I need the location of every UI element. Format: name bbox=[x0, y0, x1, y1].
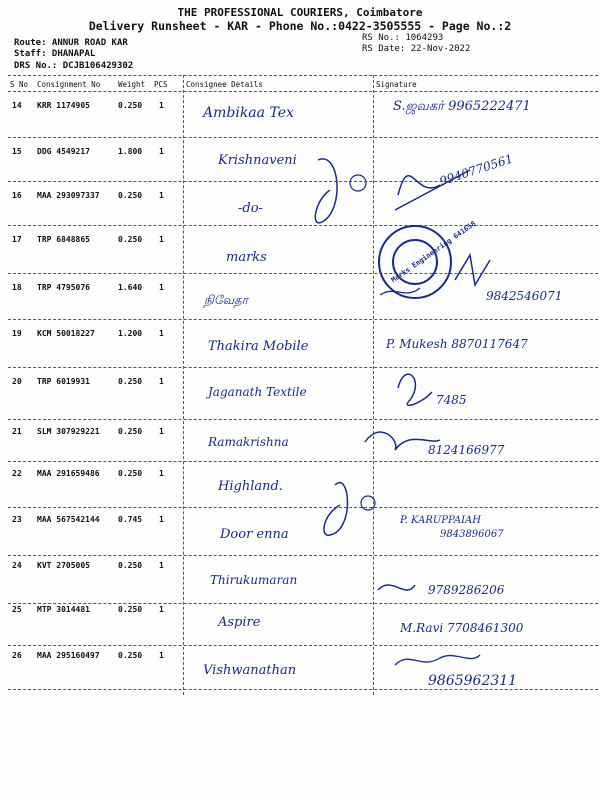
header-consignment: Consignment No bbox=[37, 80, 101, 89]
row-weight: 0.250 bbox=[118, 235, 143, 244]
header-sno: S No bbox=[10, 80, 29, 89]
row-weight: 1.640 bbox=[118, 283, 143, 292]
row-weight: 1.200 bbox=[118, 329, 143, 338]
row-weight: 0.250 bbox=[118, 427, 143, 436]
row-pcs: 1 bbox=[159, 427, 164, 436]
row-consignment: DDG 4549217 bbox=[37, 147, 90, 156]
row-consignee: Door enna bbox=[220, 527, 289, 542]
row-signature: S.ஜவகர் 9965222471 bbox=[393, 99, 531, 114]
row-weight: 0.250 bbox=[118, 377, 143, 386]
row-sno: 22 bbox=[12, 469, 22, 478]
document-title: THE PROFESSIONAL COURIERS, Coimbatore bbox=[177, 6, 423, 19]
row-signature: 8124166977 bbox=[428, 443, 505, 457]
row-weight: 0.250 bbox=[118, 469, 143, 478]
row-weight: 0.250 bbox=[118, 651, 143, 660]
row-consignee: -do- bbox=[238, 201, 263, 216]
row-consignee: Jaganath Textile bbox=[208, 385, 307, 399]
header-consignee: Consignee Details bbox=[186, 80, 263, 89]
row-pcs: 1 bbox=[159, 235, 164, 244]
row-consignment: TRP 4795076 bbox=[37, 283, 90, 292]
row-signature: 9865962311 bbox=[428, 673, 518, 689]
row-consignment: MAA 295160497 bbox=[37, 651, 100, 660]
row-consignment: KCM 50018227 bbox=[37, 329, 95, 338]
header-signature: Signature bbox=[376, 80, 417, 89]
row-consignment: TRP 6019931 bbox=[37, 377, 90, 386]
row-pcs: 1 bbox=[159, 605, 164, 614]
row-consignment: MAA 291659486 bbox=[37, 469, 100, 478]
stamp-text: Marks Engineering 641658 bbox=[389, 219, 478, 285]
row-sno: 21 bbox=[12, 427, 22, 436]
row-signature: 9940770561 bbox=[437, 151, 515, 189]
row-signature: 9789286206 bbox=[428, 583, 505, 597]
row-consignee: Ambikaa Tex bbox=[203, 105, 294, 121]
row-sno: 26 bbox=[12, 651, 22, 660]
header-pcs: PCS bbox=[154, 80, 168, 89]
row-consignment: MAA 567542144 bbox=[37, 515, 100, 524]
row-pcs: 1 bbox=[159, 101, 164, 110]
row-weight: 0.250 bbox=[118, 561, 143, 570]
row-pcs: 1 bbox=[159, 469, 164, 478]
row-signature: M.Ravi 7708461300 bbox=[400, 621, 524, 635]
runsheet-subtitle: Delivery Runsheet - KAR - Phone No.:0422-3505555 - Page No.:2 bbox=[88, 19, 512, 33]
row-consignee: Aspire bbox=[218, 615, 261, 630]
row-consignment: TRP 6848865 bbox=[37, 235, 90, 244]
row-weight: 0.250 bbox=[118, 191, 143, 200]
row-pcs: 1 bbox=[159, 651, 164, 660]
row-pcs: 1 bbox=[159, 515, 164, 524]
row-consignee: Thakira Mobile bbox=[208, 339, 309, 354]
row-consignee: Krishnaveni bbox=[218, 153, 297, 168]
header-weight: Weight bbox=[118, 80, 146, 89]
row-consignment: MAA 293097337 bbox=[37, 191, 100, 200]
row-sno: 14 bbox=[12, 101, 22, 110]
row-consignee: Thirukumaran bbox=[210, 573, 298, 587]
row-signature: P. KARUPPAIAH bbox=[400, 515, 481, 526]
row-consignee: marks bbox=[226, 250, 267, 265]
row-sno: 23 bbox=[12, 515, 22, 524]
row-weight: 0.250 bbox=[118, 101, 143, 110]
row-weight: 0.745 bbox=[118, 515, 143, 524]
row-sno: 25 bbox=[12, 605, 22, 614]
row-pcs: 1 bbox=[159, 561, 164, 570]
row-pcs: 1 bbox=[159, 329, 164, 338]
row-consignee: Vishwanathan bbox=[203, 663, 297, 678]
drs-number: DRS No.: DCJB106429302 bbox=[14, 61, 134, 71]
staff-label: Staff: DHANAPAL bbox=[14, 49, 96, 59]
row-signature: 9843896067 bbox=[440, 529, 504, 540]
row-pcs: 1 bbox=[159, 147, 164, 156]
row-signature: 9842546071 bbox=[486, 289, 563, 303]
row-consignment: KRR 1174905 bbox=[37, 101, 90, 110]
row-sno: 16 bbox=[12, 191, 22, 200]
row-consignment: KVT 2705005 bbox=[37, 561, 90, 570]
row-weight: 0.250 bbox=[118, 605, 143, 614]
row-consignment: SLM 307929221 bbox=[37, 427, 100, 436]
row-consignee: Ramakrishna bbox=[208, 435, 289, 449]
row-consignment: MTP 3014481 bbox=[37, 605, 90, 614]
row-sno: 20 bbox=[12, 377, 22, 386]
row-pcs: 1 bbox=[159, 377, 164, 386]
row-signature: P. Mukesh 8870117647 bbox=[386, 337, 528, 351]
row-sno: 24 bbox=[12, 561, 22, 570]
row-sno: 18 bbox=[12, 283, 22, 292]
row-pcs: 1 bbox=[159, 283, 164, 292]
row-sno: 15 bbox=[12, 147, 22, 156]
route-label: Route: ANNUR ROAD KAR bbox=[14, 38, 128, 48]
row-consignee: நிவேதா bbox=[204, 293, 249, 307]
row-pcs: 1 bbox=[159, 191, 164, 200]
row-signature: 7485 bbox=[436, 393, 467, 407]
row-sno: 17 bbox=[12, 235, 22, 244]
row-consignee: Highland. bbox=[218, 479, 283, 494]
rs-date: RS Date: 22-Nov-2022 bbox=[362, 44, 471, 54]
row-sno: 19 bbox=[12, 329, 22, 338]
rs-number: RS No.: 1064293 bbox=[362, 33, 444, 43]
row-weight: 1.800 bbox=[118, 147, 143, 156]
